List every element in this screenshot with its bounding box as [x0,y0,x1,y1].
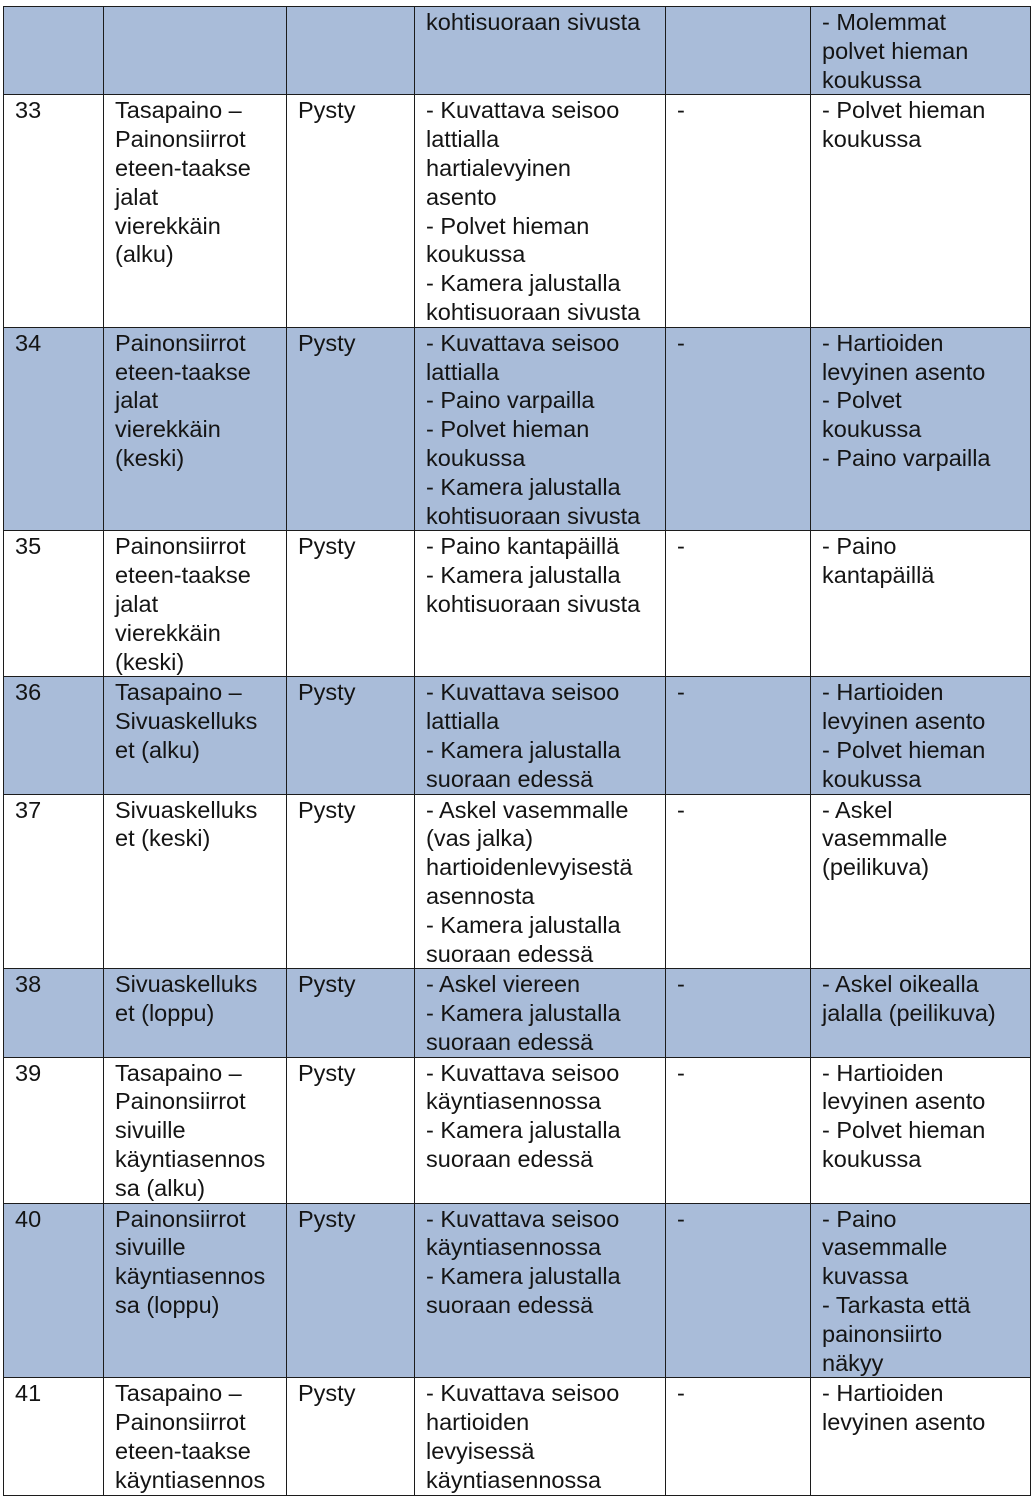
extra-cell [666,1203,811,1378]
cell-text-line: jalat [115,387,159,414]
cell-text: Pysty [298,796,356,823]
cell-text-line: Sivuaskelluks [115,971,258,998]
cell-text-line: sa (alku) [115,1174,206,1201]
cell-text-line: - Polvet [822,387,902,414]
exercise-name-cell [104,7,287,95]
cell-text: 40 [15,1205,42,1232]
cell-text-line: vierekkäin [115,619,221,646]
cell-text-line: - Paino [822,533,897,560]
cell-text-line: Painonsiirrot [115,1088,246,1115]
cell-text-line: - Kamera jalustalla [426,1263,621,1290]
cell-text-line: - Tarkasta että [822,1292,971,1319]
cell-text-line: Tasapaino – [115,679,242,706]
cell-text-line: Tasapaino – [115,1059,242,1086]
instructions-cell [415,531,666,677]
orientation-cell [287,1057,415,1203]
photo-shot-table [3,6,1031,1496]
cell-text-line: - Kamera jalustalla [426,270,621,297]
cell-text-line: koukussa [822,765,922,792]
cell-text-line: - Kamera jalustalla [426,562,621,589]
cell-text-line: levyinen asento [822,1409,986,1436]
cell-text-line: polvet hieman [822,37,969,64]
row-number-cell [4,969,104,1057]
orientation-cell [287,327,415,531]
cell-text: 36 [15,679,42,706]
cell-text-line: vierekkäin [115,416,221,443]
cell-text-line: - Kamera jalustalla [426,1117,621,1144]
row-number-cell [4,327,104,531]
cell-text-line: koukussa [822,1146,922,1173]
cell-text-line: et (keski) [115,825,211,852]
cell-text-line: kohtisuoraan sivusta [426,502,641,529]
cell-text-line: (alku) [115,241,174,268]
table-row [4,969,1031,1057]
cell-text: 37 [15,796,42,823]
cell-text-line: - Askel vasemmalle [426,796,629,823]
cell-text-line: koukussa [822,126,922,153]
instructions-cell [415,7,666,95]
cell-text-line: sa (loppu) [115,1292,220,1319]
cell-text: 38 [15,971,42,998]
cell-text-line: eteen-taakse [115,562,251,589]
orientation-cell [287,7,415,95]
cell-text-line: Painonsiirrot [115,533,246,560]
row-number-cell [4,1378,104,1495]
cell-text-line: suoraan edessä [426,1292,594,1319]
notes-cell [811,1203,1031,1378]
cell-text-line: asennosta [426,882,535,909]
cell-text-line: - Kamera jalustalla [426,473,621,500]
cell-text-line: - Molemmat [822,9,947,35]
orientation-cell [287,1378,415,1495]
orientation-cell [287,969,415,1057]
cell-text-line: käyntiasennos [115,1263,266,1290]
cell-text-line: jalat [115,590,159,617]
cell-text-line: (keski) [115,648,185,675]
notes-cell [811,969,1031,1057]
cell-text-line: käyntiasennossa [426,1466,602,1493]
cell-text-line: Painonsiirrot [115,126,246,153]
extra-cell [666,1378,811,1495]
cell-text: 35 [15,533,42,560]
cell-text-line: - Askel [822,796,893,823]
cell-text-line: kohtisuoraan sivusta [426,9,641,35]
instructions-cell [415,677,666,794]
table-row [4,327,1031,531]
cell-text-line: - Hartioiden [822,1059,944,1086]
notes-cell [811,794,1031,969]
cell-text: Pysty [298,679,356,706]
cell-text: Pysty [298,97,356,124]
orientation-cell [287,794,415,969]
table-body [4,7,1031,1496]
cell-text: - [677,1380,685,1407]
notes-cell [811,1378,1031,1495]
cell-text-line: jalat [115,183,159,210]
cell-text-line: koukussa [822,416,922,443]
cell-text-line: Painonsiirrot [115,1409,246,1436]
row-number-cell [4,7,104,95]
cell-text-line: kantapäillä [822,562,935,589]
extra-cell [666,531,811,677]
cell-text-line: Tasapaino – [115,97,242,124]
cell-text-line: - Polvet hieman [822,97,986,124]
cell-text-line: jalalla (peilikuva) [822,1000,996,1027]
instructions-cell [415,1378,666,1495]
cell-text-line: - Askel oikealla [822,971,979,998]
cell-text-line: levyinen asento [822,358,986,385]
exercise-name-cell [104,677,287,794]
exercise-name-cell [104,1057,287,1203]
extra-cell [666,95,811,327]
table-row [4,531,1031,677]
cell-text-line: - Paino varpailla [426,387,595,414]
table-row [4,677,1031,794]
cell-text-line: - Paino kantapäillä [426,533,620,560]
exercise-name-cell [104,969,287,1057]
orientation-cell [287,1203,415,1378]
cell-text-line: - Kamera jalustalla [426,1000,621,1027]
cell-text-line: - Paino [822,1205,897,1232]
row-number-cell [4,1057,104,1203]
notes-cell [811,677,1031,794]
instructions-cell [415,95,666,327]
table-row [4,1203,1031,1378]
cell-text-line: Tasapaino – [115,1380,242,1407]
cell-text-line: Painonsiirrot [115,1205,246,1232]
cell-text: 33 [15,97,42,124]
cell-text-line: - Polvet hieman [426,212,590,239]
cell-text: - [677,796,685,823]
cell-text-line: Painonsiirrot [115,329,246,356]
cell-text: Pysty [298,971,356,998]
cell-text-line: levyinen asento [822,1088,986,1115]
exercise-name-cell [104,95,287,327]
cell-text-line: koukussa [426,241,526,268]
cell-text-line: suoraan edessä [426,765,594,792]
instructions-cell [415,327,666,531]
cell-text-line: suoraan edessä [426,1146,594,1173]
cell-text: Pysty [298,1380,356,1407]
cell-text-line: - Kuvattava seisoo [426,1205,620,1232]
exercise-name-cell [104,531,287,677]
cell-text-line: vierekkäin [115,212,221,239]
cell-text: - [677,971,685,998]
cell-text-line: eteen-taakse [115,358,251,385]
cell-text-line: - Polvet hieman [822,736,986,763]
cell-text-line: - Askel viereen [426,971,581,998]
exercise-name-cell [104,1203,287,1378]
cell-text: 39 [15,1059,42,1086]
cell-text-line: Sivuaskelluks [115,708,258,735]
cell-text-line: (vas jalka) [426,825,534,852]
table-row [4,1057,1031,1203]
cell-text-line: (keski) [115,444,185,471]
row-number-cell [4,794,104,969]
exercise-name-cell [104,1378,287,1495]
cell-text-line: painonsiirto [822,1320,943,1347]
cell-text: Pysty [298,533,356,560]
exercise-name-cell [104,794,287,969]
extra-cell [666,677,811,794]
cell-text-line: - Polvet hieman [822,1117,986,1144]
cell-text: - [677,1205,685,1232]
cell-text-line: - Kamera jalustalla [426,736,621,763]
row-number-cell [4,1203,104,1378]
extra-cell [666,7,811,95]
instructions-cell [415,1057,666,1203]
cell-text-line: käyntiasennossa [426,1088,602,1115]
cell-text-line: - Kamera jalustalla [426,911,621,938]
extra-cell [666,969,811,1057]
cell-text: 41 [15,1380,42,1407]
cell-text-line: suoraan edessä [426,1028,594,1055]
cell-text-line: - Kuvattava seisoo [426,97,620,124]
cell-text-line: lattialla [426,708,500,735]
cell-text-line: eteen-taakse [115,154,251,181]
cell-text-line: - Hartioiden [822,329,944,356]
notes-cell [811,7,1031,95]
table-row [4,1378,1031,1495]
cell-text-line: näkyy [822,1349,884,1376]
cell-text-line: kohtisuoraan sivusta [426,590,641,617]
cell-text-line: - Polvet hieman [426,416,590,443]
cell-text-line: - Kuvattava seisoo [426,329,620,356]
cell-text-line: - Paino varpailla [822,444,991,471]
cell-text-line: asento [426,183,497,210]
cell-text-line: et (alku) [115,736,200,763]
cell-text: - [677,679,685,706]
orientation-cell [287,95,415,327]
cell-text-line: (peilikuva) [822,854,930,881]
cell-text-line: lattialla [426,358,500,385]
exercise-name-cell [104,327,287,531]
notes-cell [811,327,1031,531]
cell-text-line: hartioidenlevyisestä [426,854,633,881]
instructions-cell [415,794,666,969]
cell-text-line: hartioiden [426,1409,530,1436]
notes-cell [811,1057,1031,1203]
cell-text-line: - Hartioiden [822,679,944,706]
extra-cell [666,327,811,531]
cell-text: - [677,97,685,124]
table-row [4,95,1031,327]
cell-text: Pysty [298,329,356,356]
extra-cell [666,794,811,969]
cell-text-line: et (loppu) [115,1000,215,1027]
cell-text-line: kohtisuoraan sivusta [426,298,641,325]
cell-text-line: - Kuvattava seisoo [426,1059,620,1086]
instructions-cell [415,969,666,1057]
cell-text-line: vasemmalle [822,825,948,852]
cell-text-line: Sivuaskelluks [115,796,258,823]
cell-text-line: eteen-taakse [115,1438,251,1465]
orientation-cell [287,531,415,677]
cell-text-line: levyisessä [426,1438,535,1465]
cell-text: Pysty [298,1205,356,1232]
notes-cell [811,531,1031,677]
cell-text-line: sivuille [115,1117,186,1144]
cell-text-line: käyntiasennos [115,1466,266,1493]
cell-text: 34 [15,329,42,356]
cell-text-line: käyntiasennos [115,1146,266,1173]
row-number-cell [4,531,104,677]
cell-text-line: levyinen asento [822,708,986,735]
table-row [4,7,1031,95]
table-row [4,794,1031,969]
cell-text-line: - Kuvattava seisoo [426,1380,620,1407]
cell-text: Pysty [298,1059,356,1086]
row-number-cell [4,677,104,794]
row-number-cell [4,95,104,327]
cell-text-line: suoraan edessä [426,940,594,967]
cell-text-line: kuvassa [822,1263,909,1290]
cell-text: - [677,533,685,560]
notes-cell [811,95,1031,327]
cell-text: - [677,1059,685,1086]
cell-text-line: sivuille [115,1234,186,1261]
cell-text-line: käyntiasennossa [426,1234,602,1261]
cell-text-line: koukussa [426,444,526,471]
cell-text-line: lattialla [426,126,500,153]
cell-text: - [677,329,685,356]
cell-text-line: vasemmalle [822,1234,948,1261]
cell-text-line: hartialevyinen [426,154,572,181]
instructions-cell [415,1203,666,1378]
orientation-cell [287,677,415,794]
cell-text-line: koukussa [822,66,922,93]
cell-text-line: - Hartioiden [822,1380,944,1407]
cell-text-line: - Kuvattava seisoo [426,679,620,706]
extra-cell [666,1057,811,1203]
